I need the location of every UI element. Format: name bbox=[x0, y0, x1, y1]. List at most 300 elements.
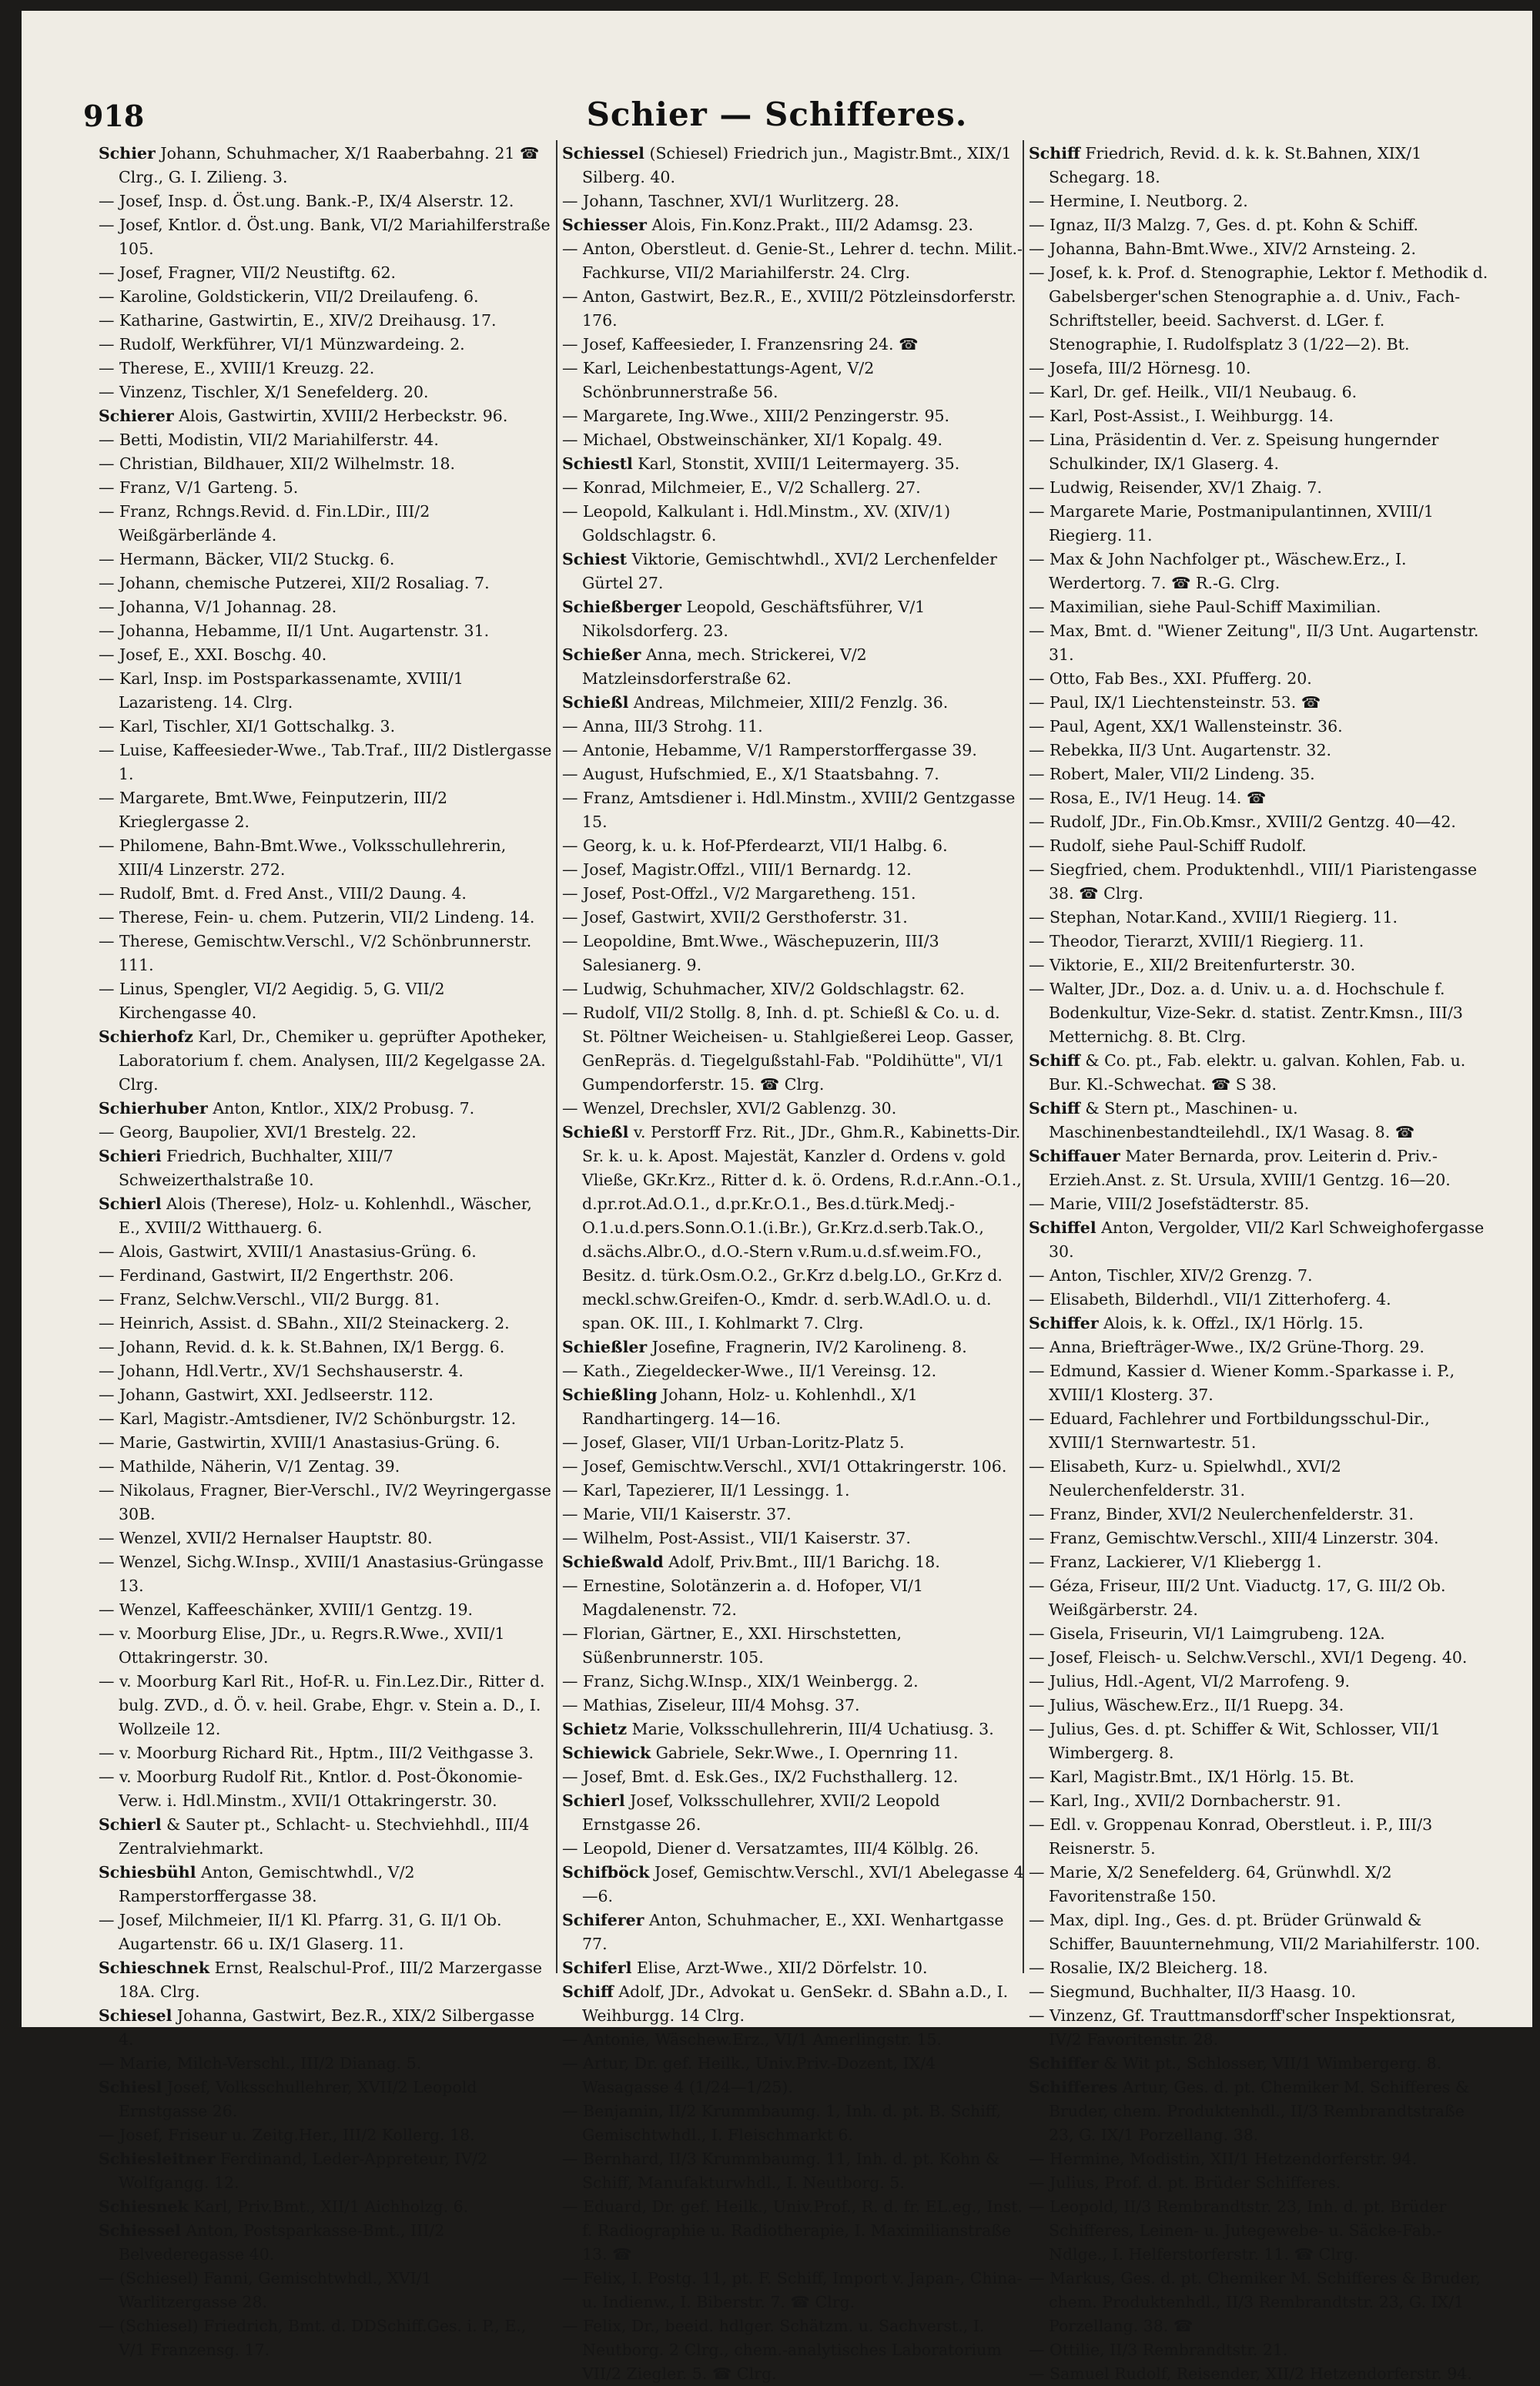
directory-entry bbox=[99, 476, 553, 500]
entry-text: — Julius, Ges. d. pt. Schiffer & Wit, Schlosser, VII/1 Wimbergerg. 8. bbox=[1029, 1720, 1441, 1762]
entry-surname: Schießler bbox=[562, 1338, 648, 1356]
entry-text: Josef, Gemischtw.Verschl., XVI/1 Abelegasse 4—6. bbox=[582, 1863, 1024, 1905]
directory-entry bbox=[99, 1144, 553, 1192]
entry-text: Mater Bernarda, prov. Leiterin d. Priv.-Erzieh.Anst. z. St. Ursula, XVIII/1 Gentzg. 16—20. bbox=[1049, 1147, 1451, 1189]
entry-text: — Johanna, Hebamme, II/1 Unt. Augartenstr. 31. bbox=[99, 622, 490, 640]
directory-entry bbox=[99, 1312, 553, 1335]
directory-entry bbox=[1029, 1765, 1491, 1789]
entry-text: — Karl, Tapezierer, II/1 Lessingg. 1. bbox=[562, 1481, 850, 1500]
entry-text: — Rudolf, Bmt. d. Fred Anst., VIII/2 Daung. 4. bbox=[99, 884, 467, 903]
entry-text: — Felix, Dr., beeid. hdlger. Schätzm. u. Sachverst., I. Neutborg. 2 Clrg., chem.-analytisches Laboratorium VII/2 Ziegler. 5. ☎ Clrg. bbox=[562, 2317, 1002, 2383]
entry-text: — Marie, Gastwirtin, XVIII/1 Anastasius-Grüng. 6. bbox=[99, 1433, 500, 1452]
directory-entry bbox=[562, 1717, 1024, 1741]
directory-entry bbox=[99, 357, 553, 380]
entry-text: Leopold, Geschäftsführer, V/1 Nikolsdorferg. 23. bbox=[582, 598, 926, 640]
directory-entry bbox=[562, 2195, 1024, 2267]
entry-surname: Schierhuber bbox=[99, 1099, 208, 1118]
entry-text: — Franz, Rchngs.Revid. d. Fin.LDir., III/2 Weißgärberlände 4. bbox=[99, 502, 430, 545]
directory-entry bbox=[1029, 142, 1491, 189]
directory-entry bbox=[562, 1526, 1024, 1550]
entry-text: — Géza, Friseur, III/2 Unt. Viaductg. 17, G. III/2 Ob. Weißgärberstr. 24. bbox=[1029, 1577, 1446, 1619]
directory-entry bbox=[562, 1121, 1024, 1335]
entry-text: — v. Moorburg Karl Rit., Hof-R. u. Fin.Lez.Dir., Ritter d. bulg. ZVD., d. Ö. v. heil. Grabe, Ehgr. v. Stein a. D., I. Wollzeile 12. bbox=[99, 1672, 545, 1738]
directory-entry bbox=[1029, 500, 1491, 548]
directory-entry bbox=[562, 762, 1024, 786]
entry-text: — Nikolaus, Fragner, Bier-Verschl., IV/2 Weyringergasse 30B. bbox=[99, 1481, 551, 1523]
directory-entry bbox=[562, 2147, 1024, 2195]
entry-text: Karl, Dr., Chemiker u. geprüfter Apotheker, Laboratorium f. chem. Analysen, III/2 Kegelgasse 2A. Clrg. bbox=[119, 1027, 547, 1094]
entry-text: — Vinzenz, Gf. Trauttmansdorff'scher Inspektionsrat, IV/2 Favoritenstr. 28. bbox=[1029, 2006, 1456, 2049]
directory-entry bbox=[99, 1670, 553, 1741]
entry-text: — Josef, Milchmeier, II/1 Kl. Pfarrg. 31, G. II/1 Ob. Augartenstr. 66 u. IX/1 Glaserg. 11. bbox=[99, 1911, 502, 1953]
directory-entry bbox=[562, 1335, 1024, 1359]
directory-entry bbox=[1029, 762, 1491, 786]
directory-entry bbox=[1029, 1956, 1491, 1980]
entry-text: — Karl, Leichenbestattungs-Agent, V/2 Schönbrunnerstraße 56. bbox=[562, 359, 875, 401]
directory-entry bbox=[1029, 1550, 1491, 1574]
directory-entry bbox=[1029, 1049, 1491, 1097]
entry-text: — Margarete Marie, Postmanipulantinnen, XVIII/1 Riegierg. 11. bbox=[1029, 502, 1434, 545]
directory-entry bbox=[1029, 1861, 1491, 1908]
column-2 bbox=[562, 142, 1024, 2383]
directory-entry bbox=[99, 2195, 553, 2219]
entry-surname: Schieri bbox=[99, 1147, 162, 1165]
entry-surname: Schiffauer bbox=[1029, 1147, 1120, 1165]
entry-text: Karl, Stonstit, XVIII/1 Leitermayerg. 35. bbox=[632, 454, 960, 473]
directory-entry bbox=[99, 452, 553, 476]
directory-entry bbox=[562, 1741, 1024, 1765]
entry-text: & Sauter pt., Schlacht- u. Stechviehhdl., III/4 Zentralviehmarkt. bbox=[119, 1815, 530, 1858]
entry-text: — Josef, Fragner, VII/2 Neustiftg. 62. bbox=[99, 263, 397, 282]
entry-text: — Wenzel, Drechsler, XVI/2 Gablenzg. 30. bbox=[562, 1099, 897, 1118]
entry-text: — Mathilde, Näherin, V/1 Zentag. 39. bbox=[99, 1457, 400, 1476]
entry-text: — Karl, Dr. gef. Heilk., VII/1 Neubaug. 6. bbox=[1029, 383, 1358, 401]
entry-text: — Franz, Lackierer, V/1 Kliebergg 1. bbox=[1029, 1553, 1322, 1571]
directory-entry bbox=[1029, 715, 1491, 739]
entry-text: — Josef, Glaser, VII/1 Urban-Loritz-Platz 5. bbox=[562, 1433, 905, 1452]
directory-entry bbox=[99, 1861, 553, 1908]
entry-text: — Luise, Kaffeesieder-Wwe., Tab.Traf., III/2 Distlergasse 1. bbox=[99, 741, 552, 783]
entry-text: Karl, Priv.Bmt., XII/1 Aichholzg. 6. bbox=[188, 2197, 469, 2216]
entry-text: — Wenzel, Kaffeeschänker, XVIII/1 Gentzg. 19. bbox=[99, 1600, 474, 1619]
directory-entry bbox=[1029, 357, 1491, 380]
directory-entry bbox=[1029, 691, 1491, 715]
entry-text: Adolf, Priv.Bmt., III/1 Barichg. 18. bbox=[663, 1553, 940, 1571]
directory-entry bbox=[562, 715, 1024, 739]
entry-text: Alois (Therese), Holz- u. Kohlenhdl., Wäscher, E., XVIII/2 Witthauerg. 6. bbox=[119, 1195, 532, 1237]
directory-entry bbox=[562, 1765, 1024, 1789]
directory-entry bbox=[1029, 1694, 1491, 1717]
entry-surname: Schier bbox=[99, 144, 156, 163]
entry-text: — Marie, Milch-Verschl., III/2 Dianag. 5. bbox=[99, 2054, 422, 2073]
directory-entry bbox=[562, 2099, 1024, 2147]
entry-text: — Samuel Rudolf, Reisender, XII/2 Hetzendorferstr. 94. bbox=[1029, 2364, 1472, 2383]
directory-entry bbox=[99, 142, 553, 189]
directory-entry bbox=[1029, 1455, 1491, 1503]
directory-entry bbox=[1029, 2195, 1491, 2267]
directory-entry bbox=[1029, 237, 1491, 261]
entry-text: — Paul, Agent, XX/1 Wallensteinstr. 36. bbox=[1029, 717, 1343, 736]
entry-text: & Stern pt., Maschinen- u. Maschinenbestandteilehdl., IX/1 Wasag. 8. ☎ bbox=[1049, 1099, 1415, 1141]
directory-entry bbox=[99, 213, 553, 261]
directory-entry bbox=[99, 619, 553, 643]
directory-entry bbox=[562, 906, 1024, 930]
entry-text: — Mathias, Ziseleur, III/4 Mohsg. 37. bbox=[562, 1696, 860, 1714]
directory-entry bbox=[1029, 1789, 1491, 1813]
directory-entry bbox=[1029, 2076, 1491, 2147]
directory-entry bbox=[562, 428, 1024, 452]
entry-surname: Schiff bbox=[1029, 1099, 1080, 1118]
entry-text: — Maximilian, siehe Paul-Schiff Maximilian. bbox=[1029, 598, 1381, 616]
entry-surname: Schießer bbox=[562, 645, 641, 664]
entry-text: — Marie, VII/1 Kaiserstr. 37. bbox=[562, 1505, 792, 1523]
entry-text: Josefine, Fragnerin, IV/2 Karolineng. 8. bbox=[647, 1338, 967, 1356]
directory-page bbox=[22, 11, 1532, 2383]
directory-entry bbox=[1029, 1288, 1491, 1312]
entry-text: — Julius, Prof. d. pt. Brüder Schifferes. bbox=[1029, 2173, 1341, 2192]
directory-entry bbox=[99, 1264, 553, 1288]
entry-text: — Therese, Fein- u. chem. Putzerin, VII/2 Lindeng. 14. bbox=[99, 908, 535, 927]
directory-entry bbox=[562, 882, 1024, 906]
entry-surname: Schiewick bbox=[562, 1744, 651, 1762]
directory-entry bbox=[99, 834, 553, 882]
directory-entry bbox=[99, 2123, 553, 2147]
entry-text: Marie, Volksschullehrerin, III/4 Uchatiusg. 3. bbox=[627, 1720, 994, 1738]
directory-entry bbox=[562, 476, 1024, 500]
directory-entry bbox=[562, 1503, 1024, 1526]
entry-text: & Wit pt., Schlosser, VII/1 Wimbergerg. 8. bbox=[1098, 2054, 1442, 2073]
directory-entry bbox=[562, 548, 1024, 595]
entry-text: — Ludwig, Reisender, XV/1 Zhaig. 7. bbox=[1029, 478, 1322, 497]
entry-text: — Philomene, Bahn-Bmt.Wwe., Volksschullehrerin, XIII/4 Linzerstr. 272. bbox=[99, 836, 507, 879]
entry-text: — Benjamin, II/2 Krummbaumg. 1, Inh. d. pt. B. Schiff, Gemischtwhdl., I. Fleischmarkt 6. bbox=[562, 2102, 1002, 2144]
directory-entry bbox=[562, 1479, 1024, 1503]
entry-text: — Margarete, Bmt.Wwe, Feinputzerin, III/2 Krieglergasse 2. bbox=[99, 789, 448, 831]
entry-text: — Ludwig, Schuhmacher, XIV/2 Goldschlagstr. 62. bbox=[562, 980, 965, 998]
directory-entry bbox=[562, 1455, 1024, 1479]
entry-text: — Ignaz, II/3 Malzg. 7, Ges. d. pt. Kohn & Schiff. bbox=[1029, 216, 1418, 234]
entry-surname: Schiesel bbox=[99, 2006, 172, 2025]
directory-entry bbox=[99, 571, 553, 595]
entry-surname: Schiffel bbox=[1029, 1218, 1096, 1237]
entry-text: — Johann, chemische Putzerei, XII/2 Rosaliag. 7. bbox=[99, 574, 490, 592]
entry-surname: Schiesser bbox=[562, 216, 647, 234]
entry-text: — Karl, Post-Assist., I. Weihburgg. 14. bbox=[1029, 407, 1334, 425]
directory-entry bbox=[1029, 810, 1491, 834]
entry-surname: Schierl bbox=[99, 1815, 162, 1834]
entry-text: v. Perstorff Frz. Rit., JDr., Ghm.R., Kabinetts-Dir. Sr. k. u. k. Apost. Majestät, Kanzler d. Ordens v. gold Vließe, GKr.Krz., Ritter d. k. ö. Ordens, R.d.r.Ann.-O.1., d.pr.rot.Ad.O.1., d.pr.Kr.O.1., Bes.d.türk.Medj.-O.1.u.d.pers.Sonn.O.1.(i.Br.), Gr.Krz.d.serb.Tak.O., d.sächs.Albr.O., d.O.-Stern v.Rum.u.d.sf.weim.FO., Besitz. d. türk.Osm.O.2., Gr.Krz d.belg.LO., Gr.Krz d. meckl.schw.Greifen-O., Kmdr. d. serb.W.Adl.O. u. d. span. OK. III., I. Kohlmarkt 7. Clrg. bbox=[582, 1123, 1022, 1332]
entry-surname: Schiff bbox=[1029, 144, 1080, 163]
entry-text: — Rosalie, IX/2 Bleicherg. 18. bbox=[1029, 1959, 1268, 1977]
directory-entry bbox=[562, 333, 1024, 357]
directory-entry bbox=[562, 1550, 1024, 1574]
directory-entry bbox=[562, 357, 1024, 404]
entry-text: — Julius, Wäschew.Erz., II/1 Ruepg. 34. bbox=[1029, 1696, 1344, 1714]
directory-entry bbox=[99, 1956, 553, 2004]
directory-entry bbox=[1029, 619, 1491, 667]
directory-entry bbox=[562, 1622, 1024, 1670]
directory-entry bbox=[1029, 1192, 1491, 1216]
entry-text: — Edmund, Kassier d. Wiener Komm.-Sparkasse i. P., XVIII/1 Klosterg. 37. bbox=[1029, 1362, 1455, 1404]
page-title: Schier — Schifferes. bbox=[586, 96, 968, 133]
directory-entry bbox=[562, 237, 1024, 285]
entry-text: — Vinzenz, Tischler, X/1 Senefelderg. 20. bbox=[99, 383, 429, 401]
entry-text: — Bernhard, II/3 Krummbaumg. 11, Inh. d. pt. Kohn & Schiff, Manufakturwhdl., I. Neutborg. 5. bbox=[562, 2150, 1000, 2192]
directory-entry bbox=[562, 1001, 1024, 1097]
directory-entry bbox=[99, 309, 553, 333]
entry-text: Anton, Schuhmacher, E., XXI. Wenhartgasse 77. bbox=[582, 1911, 1004, 1953]
directory-entry bbox=[99, 667, 553, 715]
directory-entry bbox=[99, 1335, 553, 1359]
entry-text: — Lina, Präsidentin d. Ver. z. Speisung hungernder Schulkinder, IX/1 Glaserg. 4. bbox=[1029, 431, 1439, 473]
directory-entry bbox=[562, 1980, 1024, 2028]
entry-text: Josef, Volksschullehrer, XVII/2 Leopold Ernstgasse 26. bbox=[119, 2078, 477, 2120]
directory-entry bbox=[99, 1359, 553, 1383]
entry-text: — Josef, Post-Offzl., V/2 Margaretheng. 151. bbox=[562, 884, 916, 903]
directory-entry bbox=[99, 500, 553, 548]
entry-text: — Josefa, III/2 Hörnesg. 10. bbox=[1029, 359, 1251, 377]
directory-entry bbox=[562, 2052, 1024, 2099]
entry-text: — Hermine, I. Neutborg. 2. bbox=[1029, 192, 1248, 210]
column-3 bbox=[1029, 142, 1491, 2383]
entry-text: — Antonie, Hebamme, V/1 Ramperstorffergasse 39. bbox=[562, 741, 977, 759]
entry-text: — v. Moorburg Rudolf Rit., Kntlor. d. Post-Ökonomie-Verw. i. Hdl.Minstm., XVII/1 Ottakringerstr. 30. bbox=[99, 1768, 523, 1810]
entry-surname: Schießberger bbox=[562, 598, 681, 616]
entry-text: — Rudolf, VII/2 Stollg. 8, Inh. d. pt. Schießl & Co. u. d. St. Pöltner Weicheisen- u. Stahlgießerei Leop. Gasser, GenRepräs. d. Tiegelgußstahl-Fab. "Poldihütte", VI/1 Gumpendorferstr. 15. ☎ Clrg. bbox=[562, 1004, 1015, 1094]
directory-entry bbox=[99, 1526, 553, 1550]
directory-entry bbox=[99, 285, 553, 309]
directory-entry bbox=[1029, 1908, 1491, 1956]
entry-text: — Johann, Revid. d. k. k. St.Bahnen, IX/1 Bergg. 6. bbox=[99, 1338, 505, 1356]
entry-text: — Karl, Ing., XVII/2 Dornbacherstr. 91. bbox=[1029, 1791, 1341, 1810]
entry-text: — Franz, Amtsdiener i. Hdl.Minstm., XVIII/2 Gentzgasse 15. bbox=[562, 789, 1016, 831]
directory-entry bbox=[99, 2314, 553, 2362]
entry-surname: Schiferer bbox=[562, 1911, 644, 1929]
directory-entry bbox=[99, 1407, 553, 1431]
directory-entry bbox=[562, 1359, 1024, 1383]
entry-text: — Franz, V/1 Garteng. 5. bbox=[99, 478, 299, 497]
entry-text: Andreas, Milchmeier, XIII/2 Fenzlg. 36. bbox=[628, 693, 949, 712]
directory-entry bbox=[1029, 548, 1491, 595]
directory-entry bbox=[99, 1622, 553, 1670]
directory-entry bbox=[99, 1383, 553, 1407]
directory-entry bbox=[1029, 2171, 1491, 2195]
directory-entry bbox=[1029, 1980, 1491, 2004]
directory-entry bbox=[1029, 213, 1491, 237]
directory-entry bbox=[562, 1383, 1024, 1431]
directory-entry bbox=[562, 1694, 1024, 1717]
directory-entry bbox=[99, 2267, 553, 2314]
entry-text: — Anton, Tischler, XIV/2 Grenzg. 7. bbox=[1029, 1266, 1313, 1285]
entry-text: — Katharine, Gastwirtin, E., XIV/2 Dreihausg. 17. bbox=[99, 311, 497, 330]
entry-text: — Rosa, E., IV/1 Heug. 14. ☎ bbox=[1029, 789, 1267, 807]
page-header bbox=[22, 96, 1532, 142]
directory-entry bbox=[1029, 2338, 1491, 2362]
entry-text: Alois, Fin.Konz.Prakt., III/2 Adamsg. 23. bbox=[646, 216, 974, 234]
entry-surname: Schierer bbox=[99, 407, 174, 425]
directory-entry bbox=[99, 1908, 553, 1956]
entry-surname: Schiesbühl bbox=[99, 1863, 196, 1882]
column-1 bbox=[99, 142, 553, 2359]
directory-entry bbox=[99, 1025, 553, 1097]
entry-text: — Elisabeth, Kurz- u. Spielwhdl., XVI/2 Neulerchenfelderstr. 31. bbox=[1029, 1457, 1341, 1500]
directory-entry bbox=[99, 1192, 553, 1240]
directory-entry bbox=[562, 1837, 1024, 1861]
entry-text: — Antonie, Wäschew.Erz., VI/1 Amerlingstr. 15. bbox=[562, 2030, 942, 2049]
directory-entry bbox=[1029, 428, 1491, 476]
directory-entry bbox=[99, 2219, 553, 2267]
directory-entry bbox=[562, 834, 1024, 858]
entry-surname: Schießling bbox=[562, 1386, 658, 1404]
entry-text: — Siegmund, Buchhalter, II/3 Haasg. 10. bbox=[1029, 1982, 1357, 2001]
directory-entry bbox=[99, 1598, 553, 1622]
directory-entry bbox=[562, 1574, 1024, 1622]
entry-text: — Anna, III/3 Strohg. 11. bbox=[562, 717, 763, 736]
directory-entry bbox=[1029, 858, 1491, 906]
entry-text: — Josef, Friseur u. Zeitg.Her., III/2 Kollerg. 18. bbox=[99, 2126, 475, 2144]
entry-text: — Wilhelm, Post-Assist., VII/1 Kaiserstr. 37. bbox=[562, 1529, 911, 1547]
entry-text: — Christian, Bildhauer, XII/2 Wilhelmstr. 18. bbox=[99, 454, 456, 473]
entry-text: — Rudolf, JDr., Fin.Ob.Kmsr., XVIII/2 Gentzg. 40—42. bbox=[1029, 813, 1456, 831]
directory-entry bbox=[99, 1741, 553, 1765]
directory-entry bbox=[99, 2076, 553, 2123]
directory-entry bbox=[1029, 930, 1491, 953]
entry-text: Elise, Arzt-Wwe., XII/2 Dörfelstr. 10. bbox=[631, 1959, 928, 1977]
entry-text: Ferdinand, Leder-Appreteur, IV/2 Wolfgangg. 12. bbox=[119, 2150, 488, 2192]
directory-entry bbox=[1029, 2052, 1491, 2076]
directory-entry bbox=[562, 1097, 1024, 1121]
entry-text: Anton, Gemischtwhdl., V/2 Ramperstorffergasse 38. bbox=[119, 1863, 415, 1905]
entry-text: — Josef, Fleisch- u. Selchw.Verschl., XVI/1 Degeng. 40. bbox=[1029, 1648, 1468, 1667]
directory-entry bbox=[562, 1908, 1024, 1956]
entry-text: — Josef, Gemischtw.Verschl., XVI/1 Ottakringerstr. 106. bbox=[562, 1457, 1007, 1476]
directory-entry bbox=[562, 1789, 1024, 1837]
entry-text: Artur, Ges. d. pt. Chemiker M. Schifferes & Bruder, chem. Produktenhdl., II/3 Rembrandtstraße 23, G. IX/1 Porzellang. 38. bbox=[1049, 2078, 1470, 2144]
entry-surname: Schiff bbox=[562, 1982, 614, 2001]
directory-entry bbox=[562, 1431, 1024, 1455]
entry-text: — Georg, Baupolier, XVI/1 Brestelg. 22. bbox=[99, 1123, 417, 1141]
directory-entry bbox=[99, 1121, 553, 1144]
entry-text: — Anton, Oberstleut. d. Genie-St., Lehrer d. techn. Milit.-Fachkurse, VII/2 Mariahilferstr. 24. Clrg. bbox=[562, 240, 1023, 282]
directory-entry bbox=[1029, 189, 1491, 213]
entry-text: — Margarete, Ing.Wwe., XIII/2 Penzingerstr. 95. bbox=[562, 407, 950, 425]
entry-text: — Franz, Gemischtw.Verschl., XIII/4 Linzerstr. 304. bbox=[1029, 1529, 1439, 1547]
entry-text: — Leopold, II/3 Rembrandtstr. 23, Inh. d. pt. Brüder Schifferes, Leinen- u. Jutegewebe- u. Säcke-Fab.-Ndlge., I. Helferstorferstr. 11. ☎ Clrg. bbox=[1029, 2197, 1447, 2264]
directory-entry bbox=[562, 643, 1024, 691]
directory-entry bbox=[1029, 1622, 1491, 1646]
entry-text: — Franz, Sichg.W.Insp., XIX/1 Weinbergg. 2. bbox=[562, 1672, 919, 1691]
entry-text: Friedrich, Buchhalter, XIII/7 Schweizerthalstraße 10. bbox=[119, 1147, 393, 1189]
directory-entry bbox=[562, 189, 1024, 213]
directory-entry bbox=[1029, 1574, 1491, 1622]
entry-text: — Wenzel, XVII/2 Hernalser Hauptstr. 80. bbox=[99, 1529, 433, 1547]
entry-text: Viktorie, Gemischtwhdl., XVI/2 Lerchenfelder Gürtel 27. bbox=[582, 550, 997, 592]
directory-entry bbox=[1029, 786, 1491, 810]
directory-entry bbox=[99, 930, 553, 977]
entry-text: — Marie, VIII/2 Josefstädterstr. 85. bbox=[1029, 1195, 1310, 1213]
entry-text: — Rudolf, siehe Paul-Schiff Rudolf. bbox=[1029, 836, 1307, 855]
directory-entry bbox=[1029, 906, 1491, 930]
entry-text: — v. Moorburg Elise, JDr., u. Regrs.R.Wwe., XVII/1 Ottakringerstr. 30. bbox=[99, 1624, 505, 1667]
entry-surname: Schiferl bbox=[562, 1959, 632, 1977]
directory-entry bbox=[1029, 1144, 1491, 1192]
entry-text: — Rebekka, II/3 Unt. Augartenstr. 32. bbox=[1029, 741, 1332, 759]
directory-entry bbox=[562, 786, 1024, 834]
directory-entry bbox=[562, 1670, 1024, 1694]
directory-entry bbox=[99, 1240, 553, 1264]
directory-entry bbox=[562, 404, 1024, 428]
column-divider bbox=[556, 140, 557, 1973]
entry-surname: Schifferes bbox=[1029, 2078, 1118, 2096]
entry-text: — Eduard, Fachlehrer und Fortbildungsschul-Dir., XVIII/1 Sternwartestr. 51. bbox=[1029, 1409, 1430, 1452]
entry-text: — Franz, Selchw.Verschl., VII/2 Burgg. 81. bbox=[99, 1290, 440, 1309]
directory-entry bbox=[1029, 667, 1491, 691]
directory-entry bbox=[1029, 2267, 1491, 2338]
entry-text: — Alois, Gastwirt, XVIII/1 Anastasius-Grüng. 6. bbox=[99, 1242, 477, 1261]
page-number: 918 bbox=[83, 99, 145, 133]
entry-text: — Josef, E., XXI. Boschg. 40. bbox=[99, 645, 327, 664]
directory-entry bbox=[99, 1550, 553, 1598]
entry-text: — Hermine, Modistin, XII/1 Hetzendorferstr. 94. bbox=[1029, 2150, 1418, 2168]
directory-entry bbox=[99, 1455, 553, 1479]
entry-text: Friedrich, Revid. d. k. k. St.Bahnen, XIX/1 Schegarg. 18. bbox=[1049, 144, 1422, 186]
entry-text: — Ernestine, Solotänzerin a. d. Hofoper, VI/1 Magdalenenstr. 72. bbox=[562, 1577, 923, 1619]
entry-text: — Theodor, Tierarzt, XVIII/1 Riegierg. 11. bbox=[1029, 932, 1364, 950]
entry-text: (Schiesel) Friedrich jun., Magistr.Bmt., XIX/1 Silberg. 40. bbox=[582, 144, 1012, 186]
directory-entry bbox=[1029, 1264, 1491, 1288]
entry-surname: Schierl bbox=[562, 1791, 625, 1810]
entry-text: — Julius, Hdl.-Agent, VI/2 Marrofeng. 9. bbox=[1029, 1672, 1350, 1691]
directory-entry bbox=[99, 2004, 553, 2052]
directory-entry bbox=[1029, 1526, 1491, 1550]
entry-text: — Gisela, Friseurin, VI/1 Laimgrubeng. 12A. bbox=[1029, 1624, 1385, 1643]
directory-entry bbox=[1029, 261, 1491, 357]
entry-text: — Johanna, Bahn-Bmt.Wwe., XIV/2 Arnsteing. 2. bbox=[1029, 240, 1416, 258]
entry-text: — Edl. v. Groppenau Konrad, Oberstleut. i. P., III/3 Reisnerstr. 5. bbox=[1029, 1815, 1433, 1858]
entry-text: — Georg, k. u. k. Hof-Pferdearzt, VII/1 Halbg. 6. bbox=[562, 836, 948, 855]
entry-surname: Schiffer bbox=[1029, 1314, 1099, 1332]
directory-entry bbox=[562, 691, 1024, 715]
entry-text: — Anton, Gastwirt, Bez.R., E., XVIII/2 Pötzleinsdorferstr. 176. bbox=[562, 287, 1016, 330]
directory-entry bbox=[562, 1956, 1024, 1980]
directory-entry bbox=[1029, 595, 1491, 619]
directory-entry bbox=[1029, 1646, 1491, 1670]
entry-text: — Paul, IX/1 Liechtensteinstr. 53. ☎ bbox=[1029, 693, 1321, 712]
directory-entry bbox=[1029, 1216, 1491, 1264]
entry-surname: Schiff bbox=[1029, 1051, 1080, 1070]
entry-text: — Kath., Ziegeldecker-Wwe., II/1 Vereinsg. 12. bbox=[562, 1362, 937, 1380]
directory-entry bbox=[562, 858, 1024, 882]
directory-entry bbox=[1029, 380, 1491, 404]
entry-text: Adolf, JDr., Advokat u. GenSekr. d. SBahn a.D., I. Weihburgg. 14 Clrg. bbox=[582, 1982, 1009, 2025]
entry-text: — Therese, E., XVIII/1 Kreuzg. 22. bbox=[99, 359, 375, 377]
directory-entry bbox=[1029, 953, 1491, 977]
entry-text: — Josef, Kaffeesieder, I. Franzensring 24. ☎ bbox=[562, 335, 919, 354]
directory-entry bbox=[99, 428, 553, 452]
directory-entry bbox=[99, 1431, 553, 1455]
entry-text: — Otto, Fab Bes., XXI. Pfufferg. 20. bbox=[1029, 669, 1312, 688]
entry-text: Johann, Schuhmacher, X/1 Raaberbahng. 21 ☎ Clrg., G. I. Zilieng. 3. bbox=[119, 144, 540, 186]
entry-text: Johann, Holz- u. Kohlenhdl., X/1 Randhartingerg. 14—16. bbox=[582, 1386, 918, 1428]
directory-entry bbox=[1029, 977, 1491, 1049]
directory-entry bbox=[99, 595, 553, 619]
entry-text: — Max, dipl. Ing., Ges. d. pt. Brüder Grünwald & Schiffer, Bauunternehmung, VII/2 Mariahilferstr. 100. bbox=[1029, 1911, 1481, 1953]
entry-text: — Josef, Bmt. d. Esk.Ges., IX/2 Fuchsthallerg. 12. bbox=[562, 1768, 959, 1786]
entry-text: — Hermann, Bäcker, VII/2 Stuckg. 6. bbox=[99, 550, 395, 568]
directory-entry bbox=[562, 1861, 1024, 1908]
directory-entry bbox=[99, 333, 553, 357]
directory-entry bbox=[1029, 1359, 1491, 1407]
